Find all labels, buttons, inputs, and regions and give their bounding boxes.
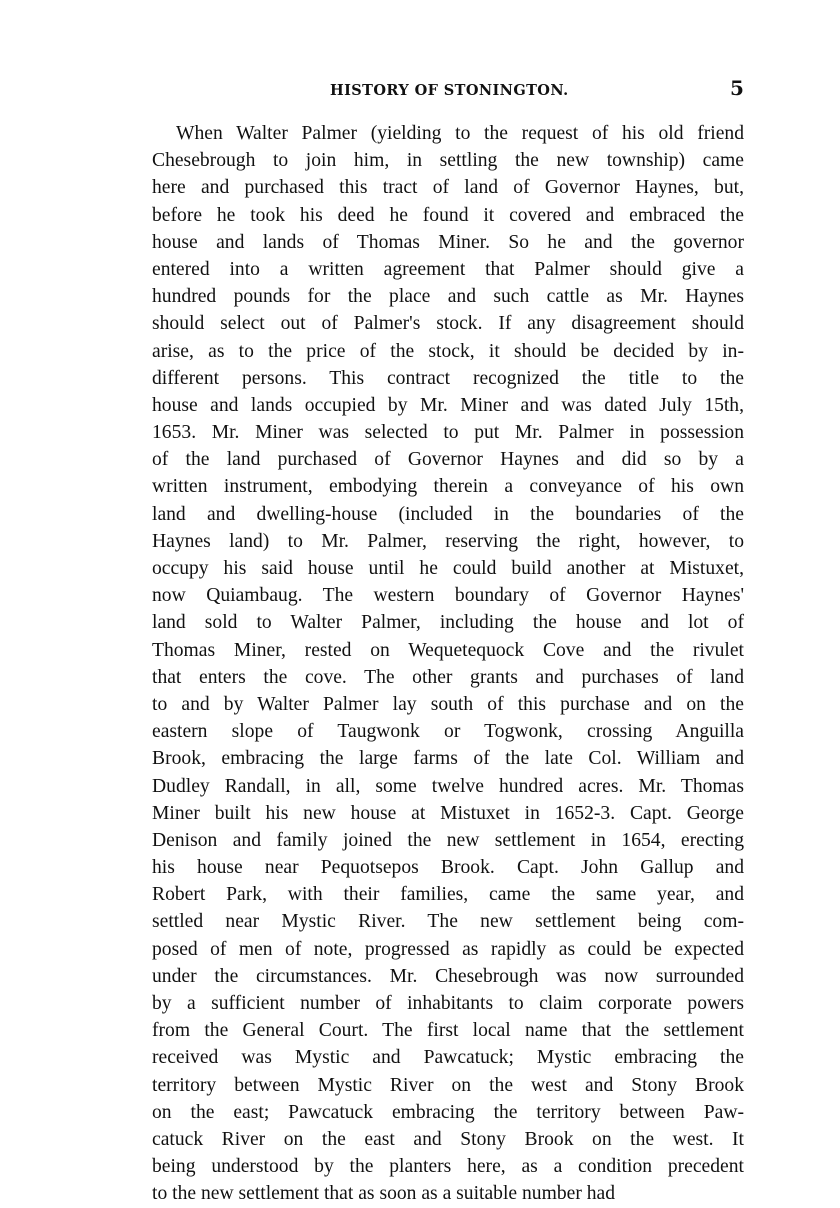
text-line: Denison and family joined the new settlement in 1654, erecting (152, 829, 744, 851)
text-line: being understood by the planters here, as a condition precedent (152, 1156, 744, 1178)
text-line: Dudley Randall, in all, some twelve hundred acres. Mr. Thomas (152, 775, 744, 797)
running-head-title: HISTORY OF STONINGTON. (330, 82, 569, 99)
text-line: catuck River on the east and Stony Brook on the west. It (152, 1128, 744, 1150)
text-line: from the General Court. The first local name that the settlement (152, 1020, 744, 1042)
text-line: house and lands occupied by Mr. Miner and was dated July 15th, (152, 394, 744, 416)
text-line: 1653. Mr. Miner was selected to put Mr. Palmer in possession (152, 422, 744, 444)
text-line: should select out of Palmer's stock. If any disagreement should (152, 313, 744, 335)
text-line: to the new settlement that as soon as a suitable number had (152, 1183, 616, 1205)
text-line: Haynes land) to Mr. Palmer, reserving the right, however, to (152, 530, 744, 552)
text-line: to and by Walter Palmer lay south of this purchase and on the (152, 693, 744, 715)
text-line: received was Mystic and Pawcatuck; Mystic embracing the (152, 1047, 744, 1069)
text-line: land and dwelling-house (included in the boundaries of the (152, 503, 744, 525)
text-line: Chesebrough to join him, in settling the new township) came (152, 150, 744, 172)
text-line: of the land purchased of Governor Haynes and did so by a (152, 449, 744, 471)
text-line: occupy his said house until he could build another at Mistuxet, (152, 558, 744, 579)
text-line: written instrument, embodying therein a conveyance of his own (152, 476, 744, 498)
text-line: entered into a written agreement that Palmer should give a (152, 258, 744, 280)
text-line: land sold to Walter Palmer, including the house and lot of (152, 612, 744, 634)
text-line: Brook, embracing the large farms of the late Col. William and (152, 748, 744, 770)
text-line: house and lands of Thomas Miner. So he and the governor (152, 231, 744, 253)
text-line: territory between Mystic River on the west and Stony Brook (152, 1074, 744, 1096)
text-line: Robert Park, with their families, came the same year, and (152, 884, 744, 906)
text-line: When Walter Palmer (yielding to the request of his old friend (176, 123, 744, 144)
text-line: settled near Mystic River. The new settlement being com- (152, 911, 744, 933)
text-line: that enters the cove. The other grants and purchases of land (152, 666, 744, 688)
text-line: different persons. This contract recognized the title to the (152, 367, 744, 389)
text-line: by a sufficient number of inhabitants to claim corporate powers (152, 993, 744, 1014)
body-paragraph (152, 120, 744, 1208)
text-line: Miner built his new house at Mistuxet in 1652-3. Capt. George (152, 802, 744, 824)
text-line: now Quiambaug. The western boundary of Governor Haynes' (152, 585, 744, 607)
text-line: arise, as to the price of the stock, it should be decided by in- (152, 340, 744, 362)
text-line: under the circumstances. Mr. Chesebrough was now surrounded (152, 965, 744, 987)
text-line: before he took his deed he found it covered and embraced the (152, 204, 744, 226)
page-number: 5 (730, 76, 744, 100)
text-line: posed of men of note, progressed as rapidly as could be expected (152, 938, 744, 960)
text-line: Thomas Miner, rested on Wequetequock Cove and the rivulet (152, 639, 744, 661)
text-line: here and purchased this tract of land of Governor Haynes, but, (152, 177, 744, 199)
text-line: his house near Pequotsepos Brook. Capt. John Gallup and (152, 857, 744, 879)
text-line: hundred pounds for the place and such cattle as Mr. Haynes (152, 286, 744, 308)
text-line: eastern slope of Taugwonk or Togwonk, crossing Anguilla (152, 721, 744, 743)
text-line: on the east; Pawcatuck embracing the territory between Paw- (152, 1101, 744, 1123)
